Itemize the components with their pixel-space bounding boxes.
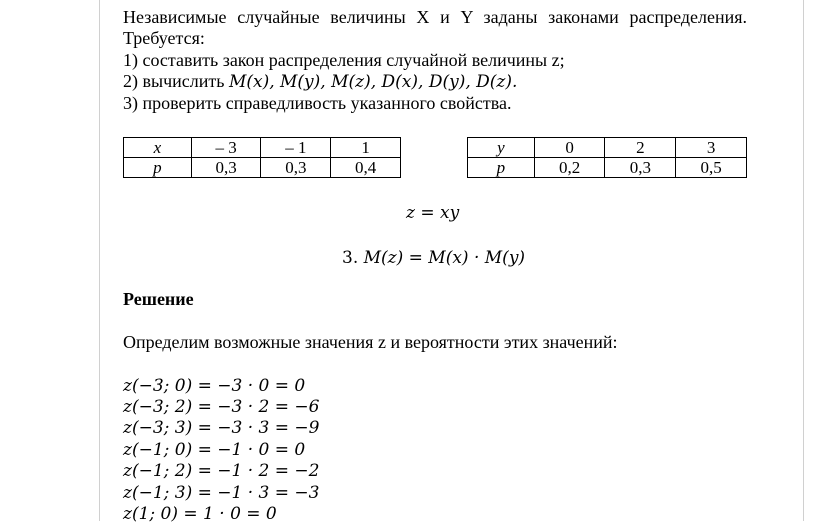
table-y-value: 3	[676, 138, 747, 158]
table-x-value: – 1	[261, 138, 331, 158]
table-x-value: – 3	[191, 138, 261, 158]
table-y-prob: 0,3	[605, 158, 676, 178]
intro-line-1: Независимые случайные величины X и Y заданы законами распределения.	[123, 7, 747, 27]
table-x-prob: 0,3	[261, 158, 331, 178]
property-formula	[342, 246, 525, 269]
table-y-header: y	[468, 138, 535, 158]
calc-line: z(−3; 2) = −3 · 2 = −6	[123, 397, 320, 417]
property-number: 3.	[342, 248, 364, 268]
table-y-value: 2	[605, 138, 676, 158]
property-math: M(z) = M(x) · M(y)	[363, 248, 526, 268]
table-x-value: 1	[331, 138, 401, 158]
table-y-prob-label: p	[468, 158, 535, 178]
intro-line-4-prefix: 2) вычислить	[123, 71, 229, 91]
calc-line: z(−3; 3) = −3 · 3 = −9	[123, 418, 320, 438]
table-y-prob: 0,2	[534, 158, 605, 178]
solution-intro: Определим возможные значения z и вероятности этих значений:	[123, 332, 618, 352]
table-y-prob: 0,5	[676, 158, 747, 178]
calc-line: z(−1; 0) = −1 · 0 = 0	[123, 440, 306, 460]
table-y-value: 0	[534, 138, 605, 158]
table-x-prob: 0,3	[191, 158, 261, 178]
table-row	[124, 138, 401, 158]
table-row	[124, 158, 401, 178]
calc-line: z(−1; 3) = −1 · 3 = −3	[123, 483, 320, 503]
intro-line-5: 3) проверить справедливость указанного свойства.	[123, 93, 512, 113]
distribution-table-y	[467, 137, 747, 178]
table-x-prob: 0,4	[331, 158, 401, 178]
page-right-border	[803, 0, 804, 521]
intro-line-4-math: M(x), M(y), M(z), D(x), D(y), D(z).	[228, 72, 518, 92]
solution-heading: Решение	[123, 289, 194, 309]
table-row	[468, 158, 747, 178]
page-left-border	[99, 0, 100, 521]
intro-line-3: 1) составить закон распределения случайной величины z;	[123, 50, 565, 70]
calc-line: z(1; 0) = 1 · 0 = 0	[123, 504, 277, 524]
table-x-header: x	[124, 138, 192, 158]
table-x-prob-label: p	[124, 158, 192, 178]
calc-line: z(−1; 2) = −1 · 2 = −2	[123, 461, 320, 481]
intro-line-2: Требуется:	[123, 28, 205, 48]
calc-line: z(−3; 0) = −3 · 0 = 0	[123, 376, 306, 396]
formula-z: z = xy	[406, 203, 460, 223]
table-row	[468, 138, 747, 158]
distribution-table-x	[123, 137, 401, 178]
intro-line-4	[123, 71, 517, 92]
